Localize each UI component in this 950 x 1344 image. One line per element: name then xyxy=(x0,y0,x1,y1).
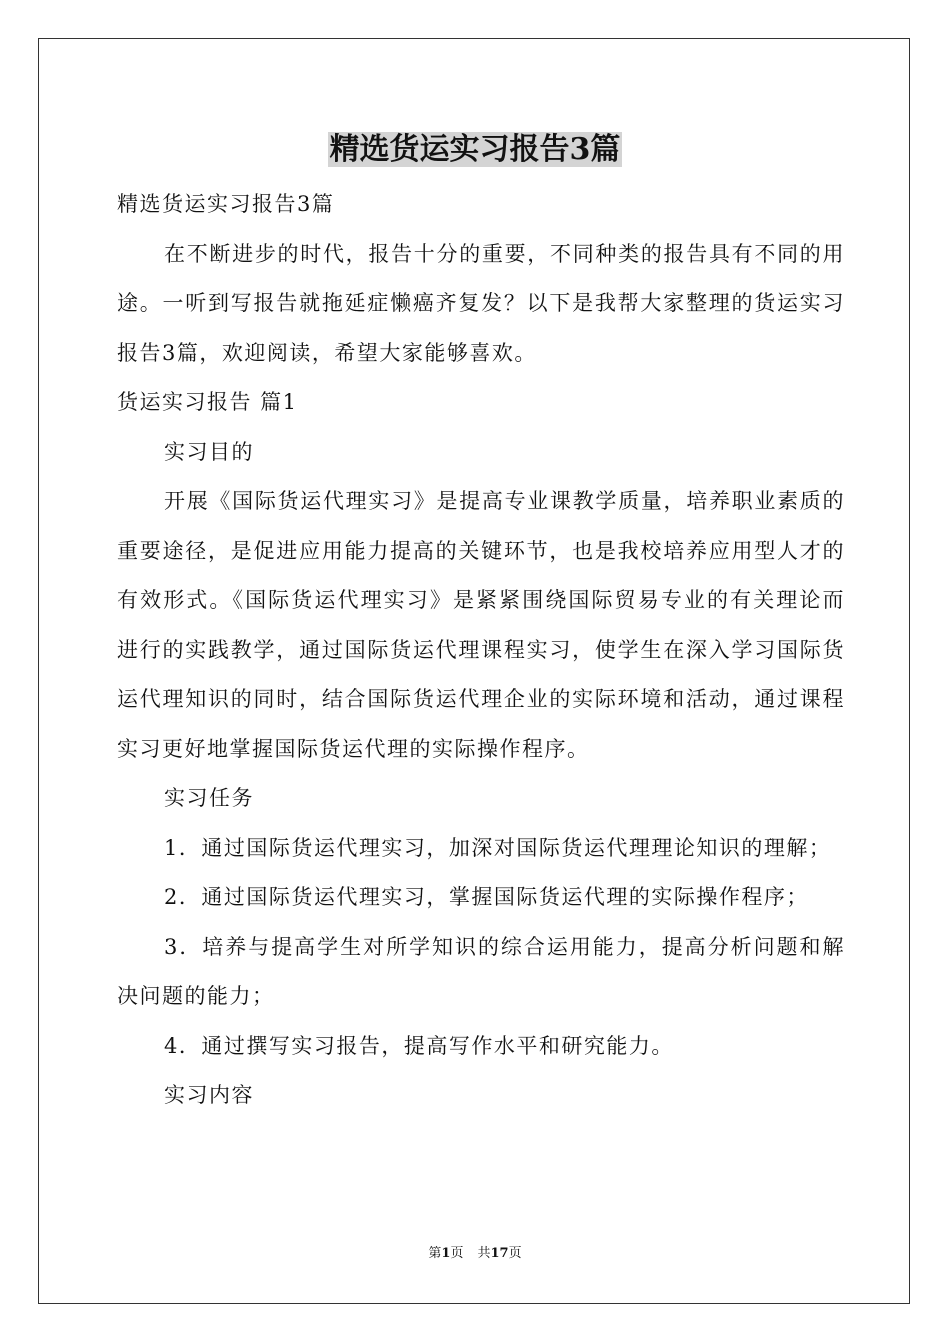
purpose-paragraph: 开展《国际货运代理实习》是提高专业课教学质量，培养职业素质的重要途径，是促进应用能力提高的关键环节，也是我校培养应用型人才的有效形式。《国际货运代理实习》是紧紧围绕国际贸易专业的有关理论而进行的实践教学，通过国际货运代理课程实习，使学生在深入学习国际货运代理知识的同时，结合国际货运代理企业的实际环境和活动，通过课程实习更好地掌握国际货运代理的实际操作程序。 xyxy=(117,489,845,761)
footer-total-prefix: 共 xyxy=(477,1246,491,1261)
footer-page-number: 1 xyxy=(441,1246,451,1261)
page-footer xyxy=(0,1244,950,1264)
footer-total-suffix: 页 xyxy=(508,1246,522,1261)
document-title-text: 精选货运实习报告3篇 xyxy=(329,132,621,167)
document-title xyxy=(0,128,950,172)
task-item-1: 1．通过国际货运代理实习，加深对国际货运代理理论知识的理解； xyxy=(164,835,832,860)
footer-total-pages: 17 xyxy=(490,1246,509,1261)
task-item-2: 2．通过国际货运代理实习，掌握国际货运代理的实际操作程序； xyxy=(164,885,809,909)
task-item-4: 4．通过撰写实习报告，提高写作水平和研究能力。 xyxy=(164,1033,674,1058)
heading-internship-content: 实习内容 xyxy=(164,1083,254,1107)
intro-paragraph: 在不断进步的时代，报告十分的重要，不同种类的报告具有不同的用途。一听到写报告就拖延症懒癌齐复发？以下是我帮大家整理的货运实习报告3篇，欢迎阅读，希望大家能够喜欢。 xyxy=(117,241,845,365)
section-heading-report-1: 货运实习报告 篇1 xyxy=(117,390,298,414)
footer-page-suffix: 页 xyxy=(450,1246,464,1261)
document-subtitle: 精选货运实习报告3篇 xyxy=(117,192,335,216)
heading-internship-purpose: 实习目的 xyxy=(164,439,254,464)
footer-page-prefix: 第 xyxy=(428,1246,442,1261)
document-body xyxy=(117,180,845,1121)
heading-internship-tasks: 实习任务 xyxy=(164,786,254,810)
task-item-3: 3．培养与提高学生对所学知识的综合运用能力，提高分析问题和解决问题的能力； xyxy=(117,934,845,1008)
